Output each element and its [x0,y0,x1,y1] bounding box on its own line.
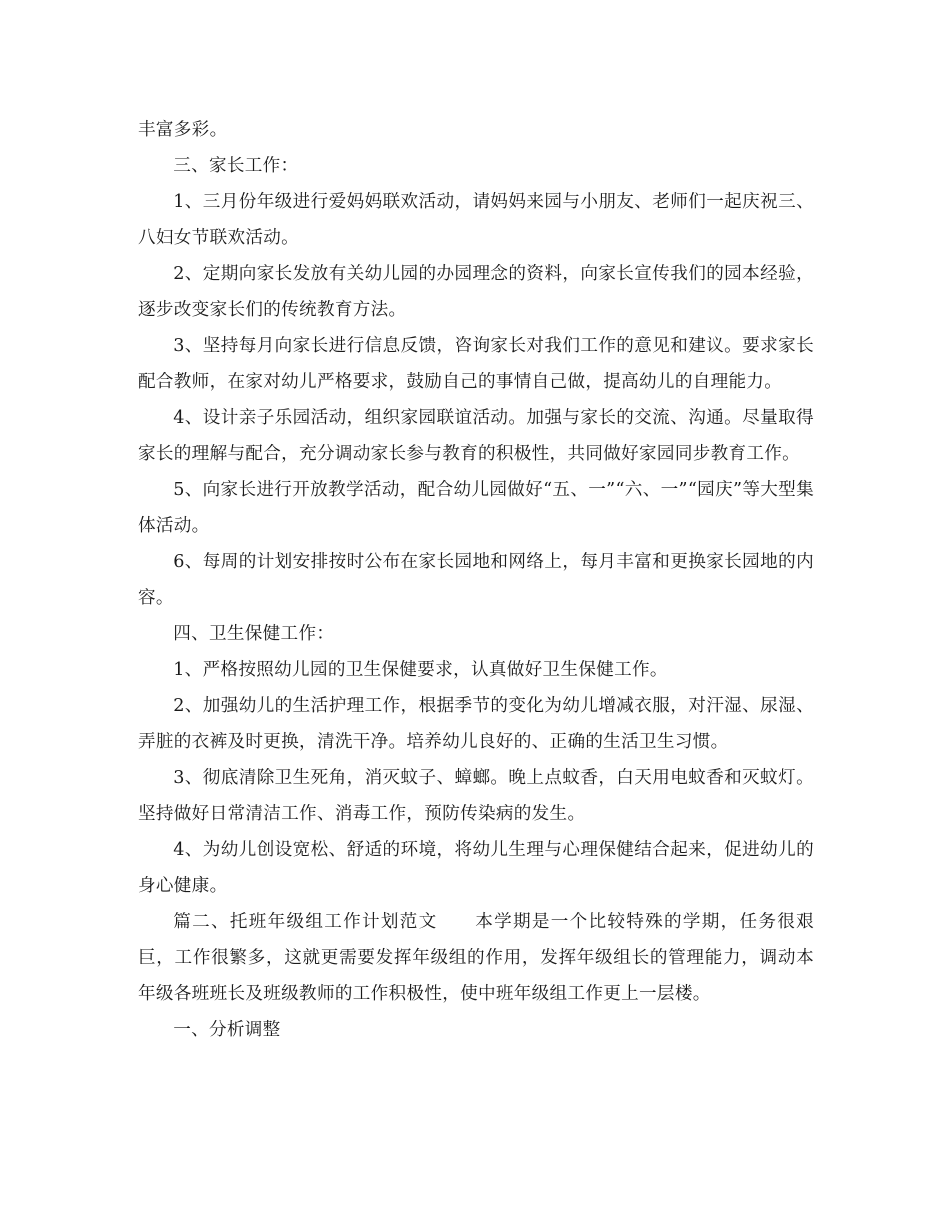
paragraph-parent-item-5: 5、向家长进行开放教学活动，配合幼儿园做好“五、一”“六、一”“园庆”等大型集体活动。 [138,480,814,536]
paragraph-parent-item-2: 2、定期向家长发放有关幼儿园的办园理念的资料，向家长宣传我们的园本经验，逐步改变家长们的传统教育方法。 [138,264,814,320]
paragraph-health-item-3: 3、彻底清除卫生死角，消灭蚊子、蟑螂。晚上点蚊香，白天用电蚊香和灭蚊灯。坚持做好日常清洁工作、消毒工作，预防传染病的发生。 [138,768,814,824]
paragraph-parent-item-6: 6、每周的计划安排按时公布在家长园地和网络上，每月丰富和更换家长园地的内容。 [138,552,814,608]
paragraph-1: 丰富多彩。 [138,120,228,140]
section-heading-health-care: 四、卫生保健工作： [173,624,335,644]
paragraph-parent-item-4: 4、设计亲子乐园活动，组织家园联谊活动。加强与家长的交流、沟通。尽量取得家长的理解与配合，充分调动家长参与教育的积极性，共同做好家园同步教育工作。 [138,408,814,464]
paragraph-health-item-2: 2、加强幼儿的生活护理工作，根据季节的变化为幼儿增减衣服，对汗湿、尿湿、弄脏的衣裤及时更换，清洗干净。培养幼儿良好的、正确的生活卫生习惯。 [138,696,814,752]
section-heading-analysis: 一、分析调整 [173,1020,281,1040]
paragraph-parent-item-1: 1、三月份年级进行爱妈妈联欢活动，请妈妈来园与小朋友、老师们一起庆祝三、八妇女节联欢活动。 [138,192,814,248]
paragraph-part-two-intro: 篇二、托班年级组工作计划范文 本学期是一个比较特殊的学期，任务很艰巨，工作很繁多，这就更需要发挥年级组的作用，发挥年级组长的管理能力，调动本年级各班班长及班级教师的工作积极性，使中班年级组工作更上一层楼。 [138,912,814,1004]
paragraph-health-item-4: 4、为幼儿创设宽松、舒适的环境，将幼儿生理与心理保健结合起来，促进幼儿的身心健康。 [138,840,814,896]
section-heading-parent-work: 三、家长工作： [173,156,299,176]
document-body [138,112,814,1048]
paragraph-health-item-1: 1、严格按照幼儿园的卫生保健要求，认真做好卫生保健工作。 [173,660,668,680]
paragraph-parent-item-3: 3、坚持每月向家长进行信息反馈，咨询家长对我们工作的意见和建议。要求家长配合教师，在家对幼儿严格要求，鼓励自己的事情自己做，提高幼儿的自理能力。 [138,336,814,392]
